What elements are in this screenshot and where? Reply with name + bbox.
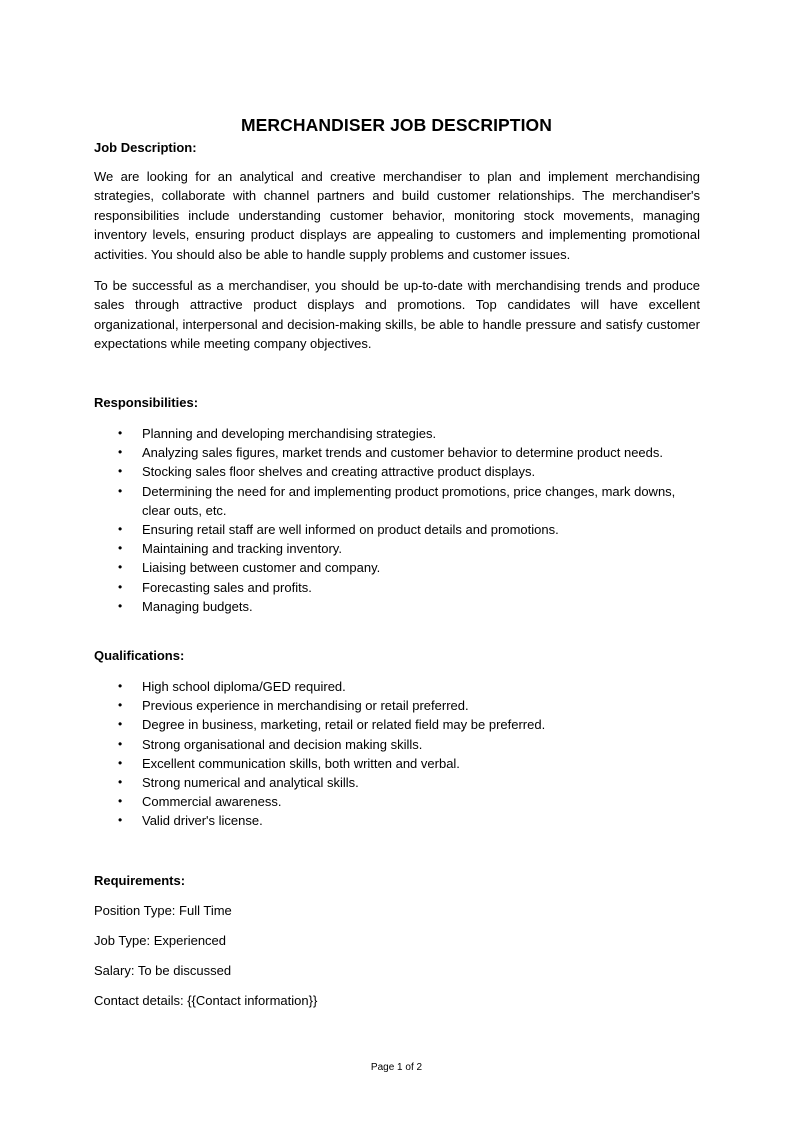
bullet: • [118,464,123,479]
list-item-text: Strong numerical and analytical skills. [142,775,359,791]
list-item-text: Determining the need for and implementing product promotions, price changes, mark downs, clear outs, etc. [142,483,676,518]
bullet: • [118,717,123,732]
list-item-text: Commercial awareness. [142,794,282,810]
list-item-text: Strong organisational and decision making skills. [142,736,423,752]
list-item [94,539,700,558]
list-item-text: Analyzing sales figures, market trends and customer behavior to determine product needs. [142,445,663,461]
list-item-text: Planning and developing merchandising strategies. [142,426,437,441]
bullet: • [118,794,123,809]
list-item [94,735,700,754]
list-item [94,520,700,539]
list-item [94,424,700,443]
list-item [94,578,700,597]
list-item-text: Ensuring retail staff are well informed on product details and promotions. [142,522,559,538]
list-item [94,773,700,792]
bullet: • [118,445,123,460]
list-item-text: Managing budgets. [142,598,253,614]
document-title: MERCHANDISER JOB DESCRIPTION [240,115,553,135]
list-item-text: Maintaining and tracking inventory. [142,541,342,557]
list-item [94,754,700,773]
list-item [94,482,700,520]
responsibilities-list [94,424,700,616]
bullet: • [118,541,123,556]
list-item-text: Valid driver's license. [142,813,263,829]
list-item-text: Degree in business, marketing, retail or related field may be preferred. [142,717,546,733]
list-item [94,677,700,696]
list-item-text: High school diploma/GED required. [142,679,346,694]
list-item-text: Previous experience in merchandising or retail preferred. [142,698,469,714]
requirements-heading: Requirements: [94,873,186,888]
bullet: • [118,522,123,537]
position-type: Position Type: Full Time [94,903,232,918]
list-item [94,462,700,481]
bullet: • [118,579,123,594]
bullet: • [118,813,123,828]
job-description-paragraph-2: To be successful as a merchandiser, you should be up-to-date with merchandising trends and produce sales through attractive product displays and promotions. Top candidates will have excellent organizational, interpersonal and decision-making skills, be able to handle pressure and satisfy customer expectations while meeting company objectives. [94,278,700,352]
bullet: • [118,426,123,440]
salary: Salary: To be discussed [94,963,232,978]
bullet: • [118,736,123,751]
bullet: • [118,560,123,575]
list-item [94,597,700,616]
list-item-text: Stocking sales floor shelves and creating attractive product displays. [142,464,536,480]
list-item-text: Forecasting sales and profits. [142,579,312,595]
bullet: • [118,698,123,713]
list-item-text: Liaising between customer and company. [142,560,381,576]
bullet: • [118,755,123,770]
page-number-footer: Page 1 of 2 [370,1062,423,1073]
list-item [94,811,700,830]
bullet: • [118,679,123,693]
bullet: • [118,775,123,790]
bullet: • [118,483,123,498]
bullet: • [118,598,123,613]
qualifications-list [94,677,700,831]
list-item [94,443,700,462]
job-description-paragraph-1: We are looking for an analytical and creative merchandiser to plan and implement merchandising strategies, collaborate with channel partners and build customer relationships. The merchandiser's responsibilities include understanding customer behavior, monitoring stock movements, managing inventory levels, ensuring product displays are appealing to customers and implementing promotional activities. You should also be able to handle supply problems and customer issues. [94,169,700,262]
responsibilities-heading: Responsibilities: [94,395,199,410]
contact-details: Contact details: {{Contact information}} [94,993,318,1008]
job-type: Job Type: Experienced [94,933,227,948]
list-item [94,558,700,577]
qualifications-heading: Qualifications: [94,648,185,663]
list-item-text: Excellent communication skills, both written and verbal. [142,755,460,771]
job-description-heading: Job Description: [94,140,197,155]
list-item [94,792,700,811]
list-item [94,715,700,734]
list-item [94,696,700,715]
